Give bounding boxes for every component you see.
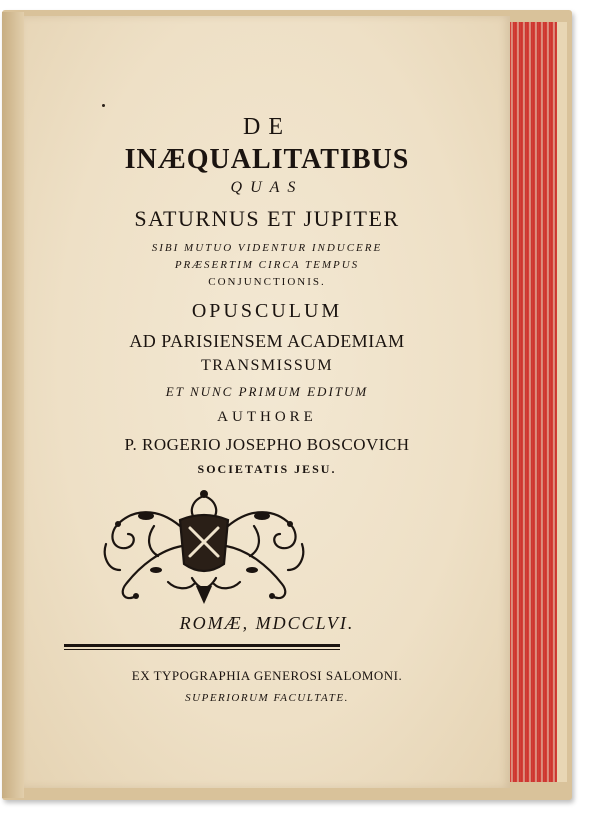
title-de: DE	[243, 114, 291, 140]
subtitle-line-2: PRÆSERTIM CIRCA TEMPUS	[174, 259, 360, 271]
red-sprinkled-page-edge	[508, 22, 557, 782]
book-spine	[2, 12, 24, 798]
title-opusculum: OPUSCULUM	[191, 300, 343, 322]
imprint-rule	[64, 644, 340, 647]
title-academy: AD PARISIENSEM ACADEMIAM	[129, 331, 405, 351]
ink-dot	[102, 104, 105, 107]
printers-ornament-icon	[96, 486, 312, 606]
imprint-rule-thin	[64, 649, 340, 650]
title-edition: ET NUNC PRIMUM EDITUM	[165, 384, 369, 399]
imprint-printer: EX TYPOGRAPHIA GENEROSI SALOMONI.	[131, 668, 403, 683]
title-authore: AUTHORE	[217, 409, 317, 425]
title-quas: QUAS	[230, 179, 304, 196]
title-page	[24, 16, 510, 788]
author-name: P. ROGERIO JOSEPHO BOSCOVICH	[124, 435, 410, 454]
author-affiliation: SOCIETATIS JESU.	[197, 462, 337, 476]
imprint-permission: SUPERIORUM FACULTATE.	[185, 692, 349, 704]
title-transmissum: TRANSMISSUM	[200, 357, 334, 374]
subtitle-line-3: CONJUNCTIONIS.	[208, 276, 326, 288]
title-subject: SATURNUS ET JUPITER	[134, 206, 400, 231]
imprint-place-date: ROMÆ, MDCCLVI.	[179, 613, 355, 633]
main-title: INÆQUALITATIBUS	[124, 144, 410, 175]
subtitle-line-1: SIBI MUTUO VIDENTUR INDUCERE	[151, 242, 383, 254]
